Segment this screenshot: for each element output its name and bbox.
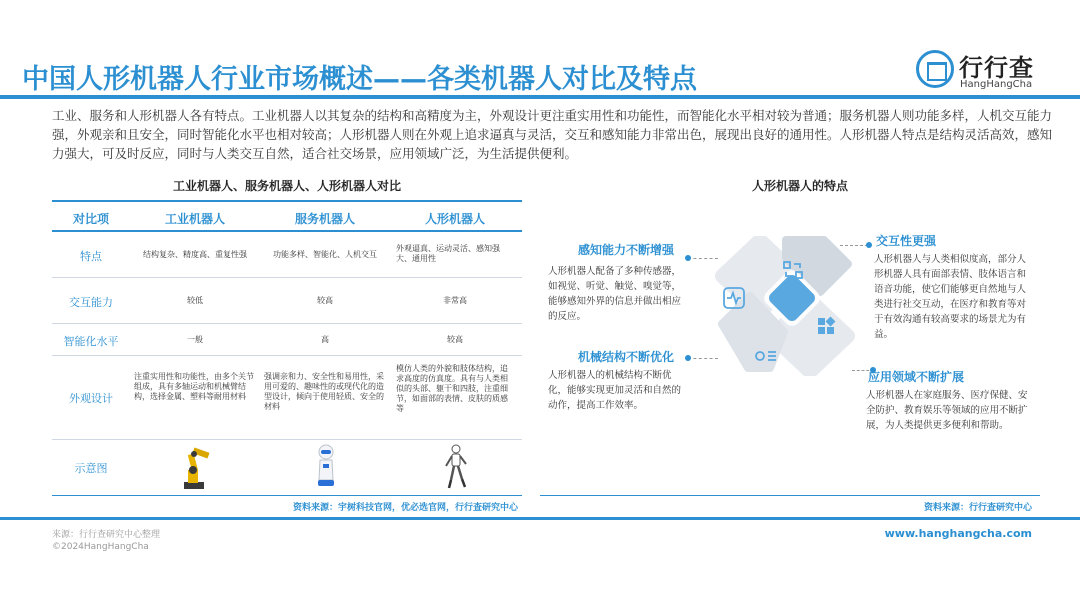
cell-industrial-intelligence: 一般 (187, 335, 203, 344)
features-diagram (700, 236, 870, 376)
intro-paragraph: 工业、服务和人形机器人各有特点。工业机器人以其复杂的结构和高精度为主，外观设计更注重实用性和功能性，而智能化水平相对较为普通；服务机器人则功能多样，人机交互能力强，外观亲和且安全，同时智能化水平也相对较高；人形机器人则在外观上追求逼真与灵活，交互和感知能力非常出色，展现出良好的通用性。人形机器人特点是结构灵活高效，感知力强大，可及时反应，同时与人类交互自然，适合社交场景，应用领域广泛，为生活提供便利。 (52, 108, 1053, 161)
industrial-robot-image (178, 446, 212, 490)
feature-text-mechanics: 人形机器人的机械结构不断优化，能够实现更加灵活和自然的动作，提高工作效率。 (548, 370, 682, 411)
table-row-interaction (52, 278, 522, 324)
footer-source: 来源：行行查研究中心整理 (52, 530, 161, 540)
table-source-text: 资料来源：宇树科技官网，优必选官网，行行查研究中心 (292, 503, 518, 513)
row-label-features: 特点 (80, 250, 102, 263)
comparison-table-header (52, 200, 522, 232)
table-row-illustration (52, 440, 522, 495)
header-humanoid-robot: 人形机器人 (424, 212, 485, 226)
table-row-appearance (52, 356, 522, 440)
logo-name: 行行查 (959, 54, 1034, 82)
cell-humanoid-intelligence: 较高 (447, 335, 463, 344)
features-source-text: 资料来源：行行查研究中心 (923, 503, 1032, 513)
feature-heading-interaction: 交互性更强 (876, 234, 937, 248)
table-row-features (52, 232, 522, 278)
cell-humanoid-interaction: 非常高 (443, 296, 467, 305)
cell-humanoid-appearance: 模仿人类的外貌和肢体结构，追求高度的仿真度。具有与人类相似的头部、躯干和四肢，注重细节，如面部的表情、皮肤的质感等 (396, 364, 508, 413)
footer-copyright: ©2024HangHangCha (52, 542, 149, 552)
features-title: 人形机器人的特点 (751, 179, 848, 193)
table-row-intelligence (52, 324, 522, 356)
header-compare-item: 对比项 (72, 212, 109, 226)
hanghangcha-logo (916, 48, 1046, 94)
logo-subtitle: HangHangCha (960, 79, 1033, 90)
leader-line-interaction (840, 245, 868, 246)
cell-service-features: 功能多样、智能化、人机交互 (273, 250, 377, 259)
row-label-appearance: 外观设计 (69, 392, 113, 405)
row-label-illustration: 示意图 (74, 462, 108, 475)
cell-service-interaction: 较高 (317, 296, 333, 305)
dot-perception (685, 255, 691, 261)
row-label-interaction: 交互能力 (69, 296, 113, 309)
cell-service-intelligence: 高 (321, 335, 329, 344)
cell-industrial-interaction: 较低 (187, 296, 203, 305)
table-source (52, 495, 522, 515)
cell-service-appearance: 强调亲和力、安全性和易用性，采用可爱的、趣味性的或现代化的造型设计，倾向于使用轻质、安全的材料 (264, 372, 384, 411)
feature-heading-applications: 应用领域不断扩展 (868, 370, 965, 384)
header-industrial-robot: 工业机器人 (164, 212, 225, 226)
title-divider (0, 95, 1080, 99)
logo-mark-icon (916, 50, 954, 88)
feature-text-perception: 人形机器人配备了多种传感器，如视觉、听觉、触觉、嗅觉等，能够感知外界的信息并做出相应的反应。 (548, 266, 682, 322)
page-title: 中国人形机器人行业市场概述——各类机器人对比及特点 (22, 64, 697, 95)
cell-industrial-appearance: 注重实用性和功能性，由多个关节组成，具有多轴运动和机械臂结构，选择金属、塑料等耐用材料 (134, 372, 254, 401)
feature-heading-perception: 感知能力不断增强 (578, 243, 675, 257)
leader-line-mechanics (688, 358, 718, 359)
row-label-intelligence: 智能化水平 (63, 335, 119, 348)
cell-humanoid-features: 外观逼真、运动灵活、感知强大、通用性 (396, 244, 500, 263)
comparison-table-title: 工业机器人、服务机器人、人形机器人对比 (172, 179, 401, 193)
feature-heading-mechanics: 机械结构不断优化 (578, 350, 675, 364)
header-service-robot: 服务机器人 (294, 212, 355, 226)
service-robot-image (316, 444, 336, 488)
footer-website-link[interactable]: www.hanghangcha.com (884, 527, 1032, 540)
dot-mechanics (685, 355, 691, 361)
feature-text-applications: 人形机器人在家庭服务、医疗保健、安全防护、教育娱乐等领域的应用不断扩展，为人类提供更多便利和帮助。 (866, 390, 1028, 431)
features-source (540, 495, 1040, 515)
leader-line-perception (688, 258, 718, 259)
humanoid-robot-image (444, 444, 468, 490)
feature-text-interaction: 人形机器人与人类相似度高，部分人形机器人具有面部表情、肢体语言和语音功能，使它们能够更自然地与人类进行社交互动，在医疗和教育等对于有效沟通有较高要求的场景尤为有益。 (874, 254, 1027, 340)
footer-divider (0, 517, 1080, 520)
dot-interaction (866, 242, 872, 248)
cell-industrial-features: 结构复杂、精度高、重复性强 (143, 250, 247, 259)
